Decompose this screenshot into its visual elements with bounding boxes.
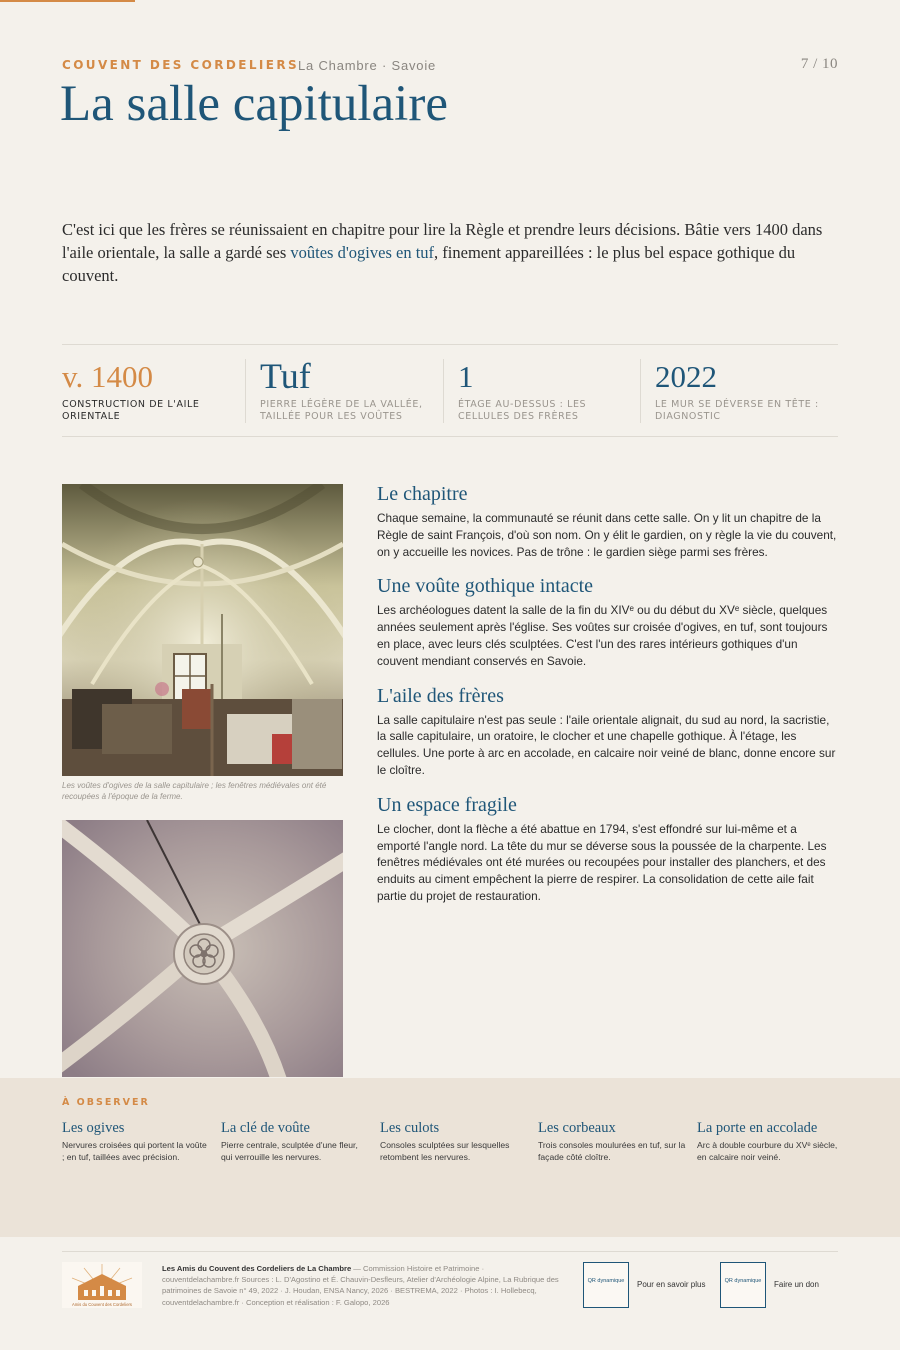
section-title: L'aile des frères [377,684,504,707]
qr-code-more-info[interactable]: QR dynamique [583,1262,629,1308]
vault-interior-photo [62,484,343,776]
section-aile [377,684,839,779]
observe-item-title: Les ogives [62,1120,125,1136]
stat-value: 1 [458,359,474,394]
key-figures [62,344,838,437]
intro-text-start: C'est ici que les frères se réunissaient en chapitre pour lire la Règle et prendre leurs décisions. Bâtie vers 1400 dans l'aile orientale, la salle a gardé ses [62,220,823,262]
stat-value: 2022 [655,359,717,394]
place-name: La Chambre · Savoie [298,58,437,73]
section-text: Chaque semaine, la communauté se réunit dans cette salle. On y lit un chapitre de la Règle de saint François, d'où son nom. On y élit le gardien, on y règle la vie du couvent, on y accueille les novices. Pas de trône : le gardien siège parmi ses frères. [377,511,837,559]
observe-item-title: La porte en accolade [697,1120,818,1136]
observe-item-title: Les corbeaux [538,1120,616,1136]
observe-item-title: Les culots [380,1120,440,1136]
observe-item-text: Trois consoles moulurées en tuf, sur la façade côté cloître. [538,1140,686,1162]
section-text: Le clocher, dont la flèche a été abattue en 1794, s'est effondré sur lui-même et a emporté l'angle nord. La tête du mur se déverse sous la poussée de la charpente. Les fenêtres médiévales ont été murées ou recoupées pour installer des planchers, et des enduits au ciment empêchent la pierre de respirer. La consolidation de cette aile fait partie du projet de restauration. [377,821,827,903]
page-title: La salle capitulaire [60,76,448,132]
stat-value: v. 1400 [62,359,153,394]
intro-highlight: voûtes d'ogives en tuf [290,243,435,262]
stat-diagnostic [640,359,838,423]
stat-label: ÉTAGE AU-DESSUS : LES CELLULES DES FRÈRES [458,399,587,422]
stat-date [62,359,232,423]
page-number: 7 / 10 [800,56,838,72]
stat-label: PIERRE LÉGÈRE DE LA VALLÉE, TAILLÉE POUR LES VOÛTES [260,399,423,422]
association-logo [62,1262,142,1308]
org-name: COUVENT DES CORDELIERS [62,58,300,72]
intro-text-end: , finement appareillées : le plus bel espace gothique du couvent. [62,243,796,285]
observe-item [538,1119,686,1163]
section-text: La salle capitulaire n'est pas seule : l'aile orientale alignait, du sud au nord, la sacristie, la salle capitulaire, un oratoire, le clocher et une chapelle gothique. À l'étage, les cellules. Une porte à arc en accolade, en calcaire noir veiné de blanc, donne encore sur le cloître. [377,712,836,777]
header [62,58,838,78]
footer [62,1251,838,1331]
stat-value: Tuf [260,356,311,396]
observe-item-text: Nervures croisées qui portent la voûte ; en tuf, taillées avec précision. [62,1140,207,1162]
observe-item-text: Arc à double courbure du XVᵉ siècle, en calcaire noir veiné. [697,1140,838,1162]
photo-caption: Les voûtes d'ogives de la salle capitulaire ; les fenêtres médiévales ont été recoupées à l'époque de la ferme. [62,781,327,801]
top-accent-bar [0,0,135,2]
stat-label: CONSTRUCTION DE L'AILE ORIENTALE [62,399,200,422]
section-title: Une voûte gothique intacte [377,575,594,598]
observe-item [697,1119,845,1163]
section-fragile [377,793,839,905]
logo-text: Amis du Couvent des Cordeliers [71,1302,133,1307]
qr-label-more-info: Pour en savoir plus [637,1280,706,1289]
observe-item-text: Consoles sculptées sur lesquelles retombent les nervures. [380,1140,510,1162]
qr-label-donate: Faire un don [774,1280,819,1289]
qr-code-donate[interactable]: QR dynamique [720,1262,766,1308]
main-content [377,482,839,919]
stat-label: LE MUR SE DÉVERSE EN TÊTE : DIAGNOSTIC [655,399,819,422]
observe-item-text: Pierre centrale, sculptée d'une fleur, qui verrouille les nervures. [221,1140,358,1162]
credits-org: Les Amis du Couvent des Cordeliers de La Chambre [162,1264,352,1273]
observe-item [221,1119,369,1163]
keystone-photo [62,820,343,1077]
section-title: Le chapitre [377,483,468,505]
observe-item [62,1119,210,1163]
section-title: Un espace fragile [377,793,517,816]
credits-text: — Commission Histoire et Patrimoine · couventdelachambre.fr Sources : L. D'Agostino et É. Chauvin-Desfleurs, Atelier d'Archéologie Alpine, La Rubrique des patrimoines de Savoie n° 49, 2022 · J. Houdan, ENSA Nancy, 2026 · BESTREMA, 2022 · Photos : I. Hollebecq, couventdelachambre.fr · Conception et réalisation : F. Galopo, 2026 [162,1264,559,1307]
section-chapitre [377,482,839,560]
section-text: Les archéologues datent la salle de la fin du XIVᵉ ou du début du XVᵉ siècle, quelques années seulement après l'église. Ses voûtes sur croisée d'ogives, en tuf, sont toujours en place, avec leurs clés sculptées. C'est l'un des rares intérieurs gothiques d'un couvent mendiant conservés en Savoie. [377,603,828,668]
intro-paragraph [62,218,832,287]
section-voute [377,574,839,669]
stat-material [245,356,430,423]
stat-floors [443,359,628,423]
observe-item [380,1119,528,1163]
credits [162,1263,562,1308]
observe-band [0,1078,900,1237]
observe-item-title: La clé de voûte [221,1120,310,1136]
observe-heading: À OBSERVER [62,1097,150,1108]
